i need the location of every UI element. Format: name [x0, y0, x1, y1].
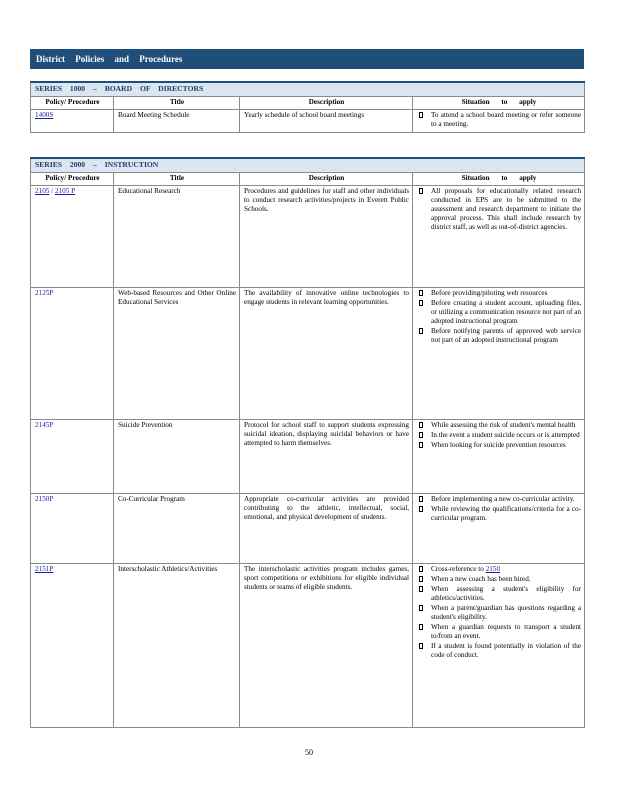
col-header-title: Title	[114, 97, 240, 110]
situation-item: When a parent/guardian has questions regarding a student's eligibility.	[417, 604, 581, 622]
situation-item: Before notifying parents of approved web service not part of an adopted instructional program	[417, 327, 581, 345]
col-header-description: Description	[240, 173, 413, 186]
document-title-bar	[30, 49, 584, 69]
situation-item: Before providing/piloting web resources	[417, 289, 581, 298]
situation-list	[417, 187, 581, 232]
situation-item: When looking for suicide prevention resources	[417, 441, 581, 450]
bullet-box-icon	[419, 496, 423, 502]
policy-link-2105[interactable]: 2105	[35, 187, 50, 195]
col-header-policy: Policy/ Procedure	[31, 173, 114, 186]
col-header-situation: Situation to apply	[413, 97, 585, 110]
row-description: Procedures and guidelines for staff and other individuals to conduct research activities/projects in Everett Public Schools.	[240, 186, 413, 288]
bullet-box-icon	[419, 290, 423, 296]
situation-list	[417, 565, 581, 660]
bullet-box-icon	[419, 328, 423, 334]
situation-item: When assessing a student's eligibility for athletics/activities.	[417, 585, 581, 603]
cross-reference-link-2150[interactable]: 2150	[485, 565, 501, 573]
situation-item: When a guardian requests to transport a student to/from an event.	[417, 623, 581, 641]
page-number: 50	[305, 748, 313, 757]
series-2000-heading: SERIES 2000 – INSTRUCTION	[31, 158, 585, 173]
col-header-policy: Policy/ Procedure	[31, 97, 114, 110]
row-description: The interscholastic activities program includes games, sport competitions or exhibitions for eligible individual students or teams of eligible students.	[240, 564, 413, 728]
cross-reference-label: Cross-reference to	[431, 565, 484, 573]
col-header-situation: Situation to apply	[413, 173, 585, 186]
row-description: Appropriate co-curricular activities are provided contributing to the athletic, intellectual, social, emotional, and physical development of students.	[240, 494, 413, 564]
bullet-box-icon	[419, 566, 423, 572]
row-description: Yearly schedule of school board meetings	[240, 110, 413, 133]
table-row	[31, 494, 585, 564]
situation-list	[417, 421, 581, 450]
situation-item: All proposals for educationally related research conducted in EPS are to be submitted to the assessment and research department to initiate the approval process. This shall include research by district staff, as well as out-of-district agencies.	[417, 187, 581, 232]
bullet-box-icon	[419, 422, 423, 428]
situation-item	[417, 565, 581, 574]
bullet-box-icon	[419, 112, 423, 118]
row-title: Educational Research	[114, 186, 240, 288]
policy-id: 2150P	[31, 494, 114, 564]
situation-list	[417, 111, 581, 129]
policy-id: 2125P	[31, 288, 114, 420]
table-row	[31, 288, 585, 420]
row-title: Suicide Prevention	[114, 420, 240, 494]
row-title: Interscholastic Athletics/Activities	[114, 564, 240, 728]
bullet-box-icon	[419, 643, 423, 649]
situation-list	[417, 495, 581, 523]
row-description: Protocol for school staff to support students expressing suicidal ideation, displaying suicidal behaviors or have attempted to harm themselves.	[240, 420, 413, 494]
bullet-box-icon	[419, 624, 423, 630]
policy-link-2105p[interactable]: 2105 P	[54, 187, 76, 195]
situation-item: If a student is found potentially in violation of the code of conduct.	[417, 642, 581, 660]
document-title: District Policies and Procedures	[36, 54, 183, 64]
situation-item: In the event a student suicide occurs or is attempted	[417, 431, 581, 440]
row-title: Web-based Resources and Other Online Educational Services	[114, 288, 240, 420]
table-row	[31, 420, 585, 494]
situation-item: While assessing the risk of student's mental health	[417, 421, 581, 430]
situation-item: Before creating a student account, uploading files, or utilizing a communication resource not part of an adopted instructional program	[417, 299, 581, 326]
bullet-box-icon	[419, 506, 423, 512]
series-2000-table	[30, 157, 585, 728]
table-row	[31, 564, 585, 728]
row-title: Board Meeting Schedule	[114, 110, 240, 133]
situation-list	[417, 289, 581, 345]
bullet-box-icon	[419, 442, 423, 448]
row-title: Co-Curricular Program	[114, 494, 240, 564]
col-header-title: Title	[114, 173, 240, 186]
row-description: The availability of innovative online technologies to engage students in relevant learning opportunities.	[240, 288, 413, 420]
situation-item: While reviewing the qualifications/criteria for a co-curricular program.	[417, 505, 581, 523]
policy-link-2151p[interactable]: 2151P	[35, 565, 54, 573]
situation-item: To attend a school board meeting or refer someone to a meeting.	[417, 111, 581, 129]
table-row	[31, 110, 585, 133]
situation-item: When a new coach has been hired.	[417, 575, 581, 584]
bullet-box-icon	[419, 576, 423, 582]
bullet-box-icon	[419, 188, 423, 194]
table-row: 2105 / 2105 P Educational Research Procedures and guidelines for staff and other individuals to conduct research activities/projects in Everett Public Schools. All proposals for educationally related research conducted in EPS are to be submitted to the assessment and research department to initiate the approval process. This shall include research by district staff, as well as out-of-district agencies.	[31, 186, 585, 288]
bullet-box-icon	[419, 432, 423, 438]
policy-link-1400s[interactable]: 1400S	[35, 111, 54, 119]
bullet-box-icon	[419, 300, 423, 306]
bullet-box-icon	[419, 605, 423, 611]
col-header-description: Description	[240, 97, 413, 110]
series-1000-heading: SERIES 1000 – BOARD OF DIRECTORS	[31, 82, 585, 97]
bullet-box-icon	[419, 586, 423, 592]
series-1000-table	[30, 81, 585, 133]
policy-id: 2145P	[31, 420, 114, 494]
situation-item: Before implementing a new co-curricular activity.	[417, 495, 581, 504]
